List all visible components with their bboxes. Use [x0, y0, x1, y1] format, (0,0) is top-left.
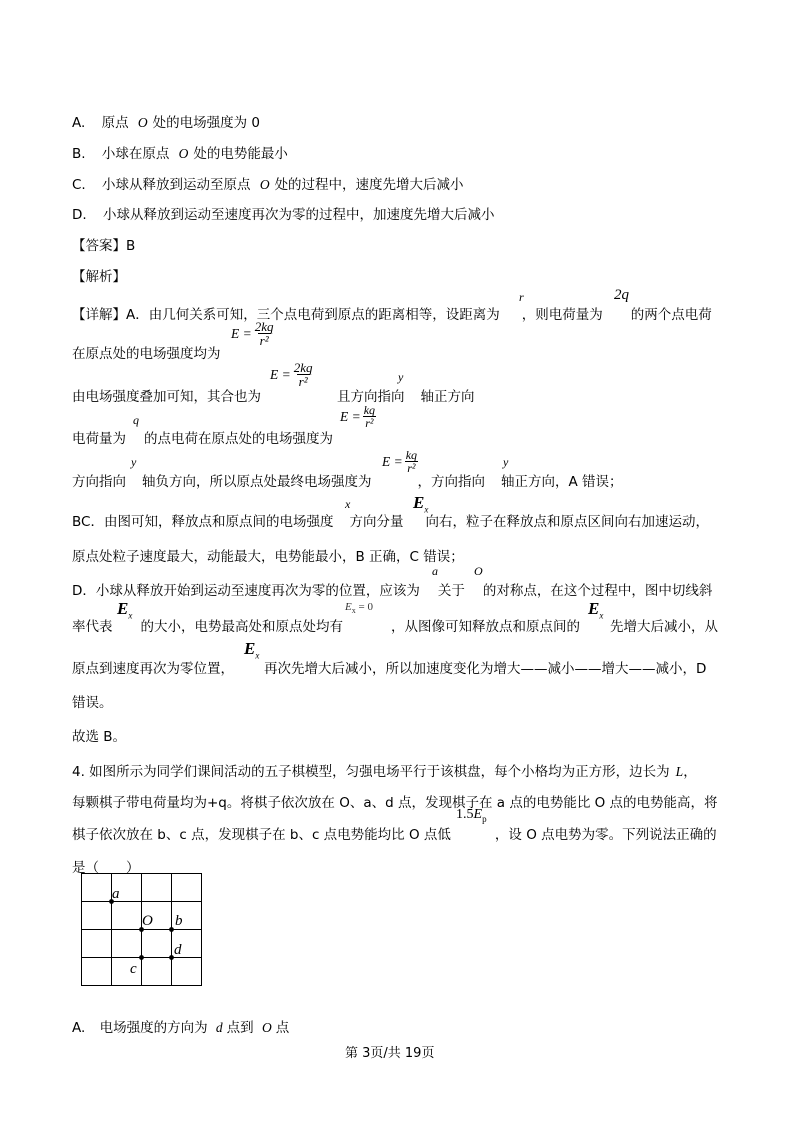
analysis-label: 【解析】 — [72, 269, 126, 285]
q4-line-2 — [72, 797, 718, 811]
formula-denominator: r² — [407, 461, 416, 475]
point-d-label: d — [174, 942, 182, 958]
symbol-ex — [117, 600, 132, 620]
symbol-ex — [244, 640, 259, 660]
point-a-label: a — [112, 886, 120, 902]
formula-e-2kq-r2-b — [270, 361, 314, 388]
detail-text: D．小球从释放开始到运动至速度再次为零的位置，应该为 — [72, 583, 420, 599]
symbol-q: q — [133, 413, 139, 427]
formula-numerator: 2kq — [293, 360, 313, 375]
detail-text: 【详解】A．由几何关系可知，三个点电荷到原点的距离相等，设距离为 — [72, 307, 500, 323]
option-text: 处的电势能最小 — [193, 146, 288, 162]
ep-subscript: p — [482, 813, 487, 824]
q4-text: O 点的电势能高，将 — [594, 795, 718, 811]
symbol-ex-zero — [345, 602, 373, 615]
symbol-L: L — [675, 764, 684, 779]
option-var: O — [259, 177, 270, 192]
option-letter: B. — [72, 146, 86, 162]
detail-text: 率代表 — [72, 619, 113, 635]
q4-text: a 点的电势能比 — [496, 795, 591, 811]
detail-line-6 — [72, 516, 709, 530]
point-b-label: b — [175, 913, 183, 929]
formula-e-kq-r2 — [340, 404, 376, 429]
q4-text: b、c 点电势能均比 — [289, 827, 405, 843]
detail-text: 电荷量为 — [72, 431, 126, 447]
q4-text: ，设 — [494, 827, 522, 843]
option-text: 电场强度的方向为 — [99, 1020, 208, 1036]
detail-text: ，则电荷量为 — [521, 307, 603, 323]
symbol-subscript: x — [599, 610, 604, 621]
detail-text: 再次先增大后减小，所以加速度变化为增大——减小——增大——减小，D — [264, 661, 707, 677]
symbol-e: E — [117, 599, 129, 618]
detail-line-5 — [72, 476, 623, 490]
option-d — [72, 209, 494, 223]
symbol-a: a — [432, 564, 438, 578]
page-footer: 第 3页/共 19页 — [345, 1046, 435, 1061]
symbol-e: E — [345, 601, 352, 613]
option-text: 处的电场强度为 0 — [152, 115, 261, 131]
detail-text: 原点到速度再次为零位置， — [72, 661, 234, 677]
answer-label: 【答案】B — [72, 238, 136, 254]
formula-e-2kq-r2 — [231, 320, 275, 347]
detail-text: 的两个点电荷 — [630, 307, 712, 323]
detail-text: 由电场强度叠加可知，其合也为 — [72, 389, 261, 405]
detail-text: ，从图像可知释放点和原点间的 — [391, 619, 580, 635]
option-text: 小球在原点 — [101, 146, 170, 162]
q4-text: 棋子依次放在 — [72, 827, 153, 843]
symbol-e: E — [244, 639, 256, 658]
point-o-label: O — [142, 913, 153, 929]
detail-line-9 — [72, 621, 718, 635]
q4-text: 4. 如图所示为同学们课间活动的五子棋模型，匀强电场平行于该棋盘，每个小格均为正方形，边长为 — [72, 764, 670, 780]
detail-text: 方向指向 — [72, 474, 126, 490]
q4-text: b、c 点，发现棋子在 — [157, 827, 286, 843]
detail-text: 轴负方向，所以原点处最终电场强度为 — [142, 474, 372, 490]
symbol-ex — [413, 494, 428, 514]
symbol-subscript: x — [351, 606, 356, 616]
q4-text: ， — [683, 764, 697, 780]
option-text: 小球从释放到运动至原点 — [102, 177, 251, 193]
q4-text: O 点低 — [408, 827, 451, 843]
option-text: 处的过程中，速度先增大后减小 — [274, 177, 464, 193]
option-text: 点 — [275, 1020, 290, 1036]
option-letter: A. — [72, 1020, 86, 1036]
option-var: O — [178, 146, 189, 161]
symbol-y: y — [131, 455, 137, 469]
q4-text: 每颗棋子带电荷量均为+q。将棋子依次放在 — [72, 795, 335, 811]
symbol-x: x — [345, 497, 351, 511]
detail-text: 关于 — [437, 583, 465, 599]
detail-line-10 — [72, 663, 706, 677]
q4-line-4: 是（ ） — [72, 860, 140, 876]
option-text: 点到 — [226, 1020, 254, 1036]
symbol-2q: 2q — [614, 287, 629, 303]
ep-e: E — [473, 807, 483, 822]
board-grid — [81, 873, 206, 988]
symbol-y: y — [398, 370, 404, 384]
option-var: O — [261, 1020, 272, 1035]
detail-line-4 — [72, 433, 333, 447]
symbol-subscript: x — [424, 504, 429, 515]
option-b — [72, 147, 288, 162]
formula-lhs: E = — [231, 325, 252, 341]
option-var: O — [137, 115, 148, 130]
formula-denominator: r² — [259, 333, 269, 348]
formula-lhs: E = — [382, 453, 403, 469]
detail-text: 的对称点，在这个过程中，图中切线斜 — [482, 583, 713, 599]
symbol-e: E — [413, 493, 425, 512]
symbol-r: r — [519, 290, 524, 304]
detail-line-11: 错误。 — [72, 695, 113, 711]
point-c-label: c — [130, 961, 137, 977]
symbol-1.5ep — [456, 808, 487, 824]
detail-text: 且方向指向 — [337, 389, 405, 405]
detail-text: 向右，粒子在释放点和原点区间向右加速运动， — [425, 514, 709, 530]
detail-text: ，方向指向 — [417, 474, 485, 490]
formula-e-kq-r2-b — [382, 449, 418, 474]
q4-line-1 — [72, 765, 697, 780]
symbol-subscript: x — [255, 650, 260, 661]
symbol-subscript: x — [128, 610, 133, 621]
detail-text: 先增大后减小，从 — [610, 619, 718, 635]
q4-option-a — [72, 1021, 289, 1036]
formula-denominator: r² — [298, 374, 308, 389]
q4-text: O、a、d 点，发现棋子在 — [339, 795, 493, 811]
formula-denominator: r² — [365, 416, 374, 430]
point-c-dot — [139, 955, 144, 960]
detail-line-2: 在原点处的电场强度均为 — [72, 346, 221, 362]
detail-line-12: 故选 B。 — [72, 729, 127, 745]
option-letter: A. — [72, 115, 86, 131]
option-letter: D. — [72, 207, 87, 223]
q4-line-3 — [72, 829, 717, 843]
option-text: 小球从释放到运动至速度再次为零的过程中，加速度先增大后减小 — [102, 207, 495, 223]
symbol-y: y — [503, 455, 509, 469]
detail-line-7: 原点处粒子速度最大，动能最大，电势能最小，B 正确，C 错误； — [72, 549, 464, 565]
formula-numerator: kq — [405, 448, 418, 462]
detail-line-1 — [72, 309, 712, 323]
detail-line-3 — [72, 391, 475, 405]
detail-text: 轴正方向，A 错误； — [501, 474, 623, 490]
detail-text: 轴正方向 — [420, 389, 475, 405]
option-letter: C. — [72, 177, 86, 193]
formula-numerator: 2kq — [254, 319, 274, 334]
detail-text: 的大小，电势最高处和原点处均有 — [140, 619, 343, 635]
symbol-ex — [588, 600, 603, 620]
formula-lhs: E = — [340, 408, 361, 424]
symbol-eq: = 0 — [358, 601, 373, 613]
formula-numerator: kq — [363, 403, 376, 417]
symbol-e: E — [588, 599, 600, 618]
option-a — [72, 116, 260, 131]
option-c — [72, 178, 464, 193]
ep-coefficient: 1.5 — [456, 807, 474, 822]
point-b-dot — [169, 927, 174, 932]
detail-text: 方向分量 — [349, 514, 404, 530]
symbol-o: O — [474, 564, 483, 578]
detail-text: 的点电荷在原点处的电场强度为 — [144, 431, 333, 447]
formula-lhs: E = — [270, 366, 291, 382]
q4-text: O 点电势为零。下列说法正确的 — [526, 827, 717, 843]
detail-line-8 — [72, 585, 712, 599]
detail-text: BC．由图可知，释放点和原点间的电场强度 — [72, 514, 334, 530]
option-text: 原点 — [101, 115, 129, 131]
option-var: d — [215, 1020, 223, 1035]
